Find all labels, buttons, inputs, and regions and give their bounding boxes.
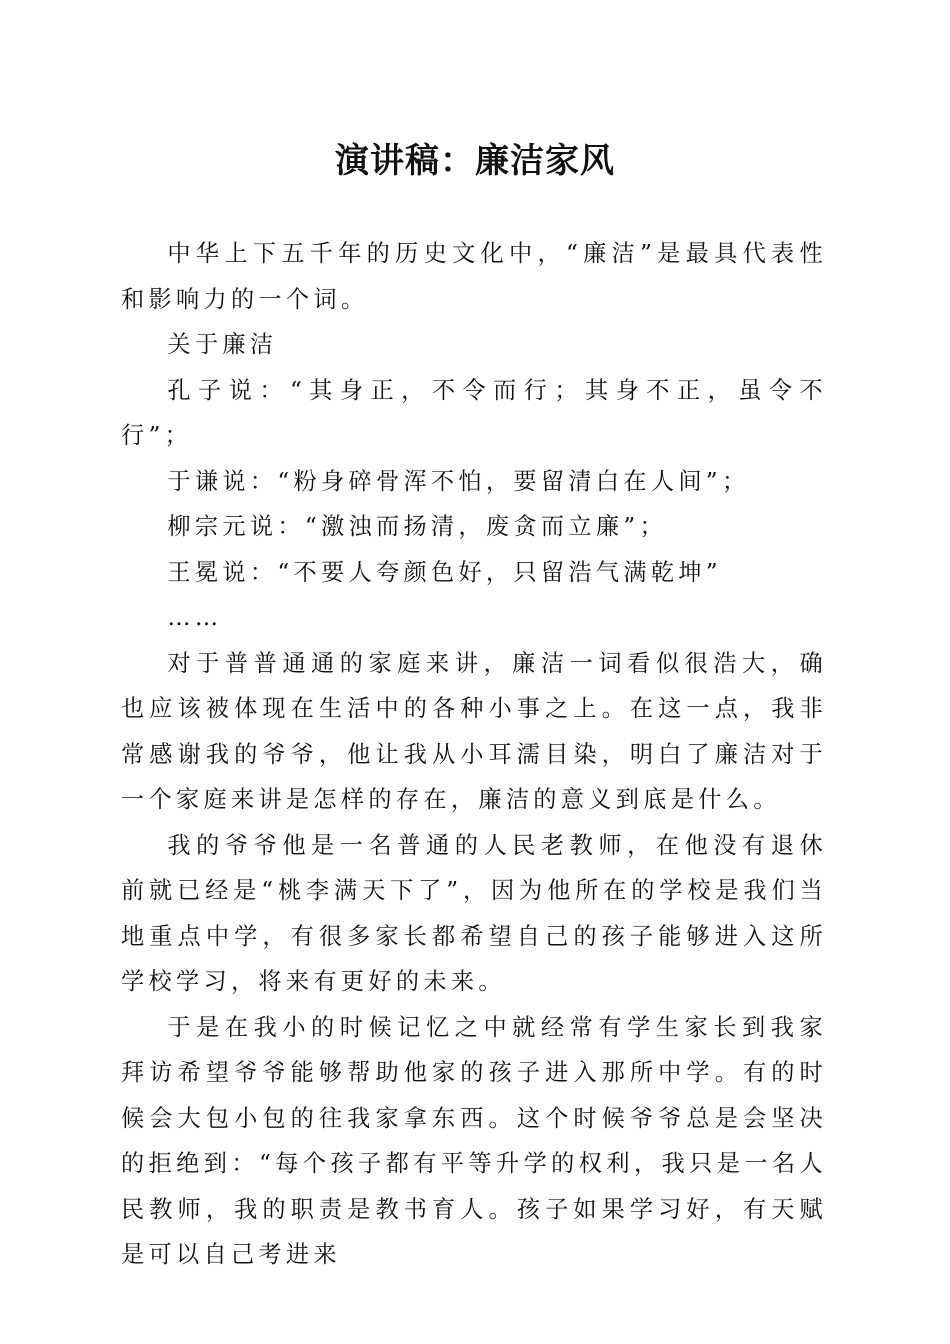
ellipsis: …… xyxy=(167,604,223,631)
paragraph-family: 对于普普通通的家庭来讲，廉洁一词看似很浩大，确也应该被体现在生活中的各种小事之上。在这一点，我非常感谢我的爷爷，他让我从小耳濡目染，明白了廉洁对于一个家庭来讲是怎样的存在，廉洁的意义到底是什么。 xyxy=(121,649,827,813)
document-title: 演讲稿：廉洁家风 xyxy=(335,141,615,181)
paragraph-memory: 于是在我小的时候记忆之中就经常有学生家长到我家拜访希望爷爷能够帮助他家的孩子进入那所中学。有的时候会大包小包的往我家拿东西。这个时候爷爷总是会坚决的拒绝到：“每个孩子都有平等升学的权利，我只是一名人民教师，我的职责是教书育人。孩子如果学习好，有天赋是可以自己考进来 xyxy=(121,1013,827,1268)
quote-liu-zongyuan: 柳宗元说：“激浊而扬清，废贪而立廉”； xyxy=(167,513,667,540)
paragraph-grandfather: 我的爷爷他是一名普通的人民老教师，在他没有退休前就已经是“桃李满天下了”，因为他所在的学校是我们当地重点中学，有很多家长都希望自己的孩子能够进入这所学校学习，将来有更好的未来。 xyxy=(121,831,827,995)
quote-yu-qian: 于谦说：“粉身碎骨浑不怕，要留清白在人间”； xyxy=(167,467,750,495)
paragraph-heading-about: 关于廉洁 xyxy=(167,331,278,358)
quote-wang-mian: 王冕说：“不要人夸颜色好，只留浩气满乾坤” xyxy=(167,558,722,586)
quote-confucius: 孔子说：“其身正，不令而行；其身不正，虽令不行”； xyxy=(121,376,827,449)
document-body xyxy=(121,231,827,1278)
paragraph-intro: 中华上下五千年的历史文化中，“廉洁”是最具代表性和影响力的一个词。 xyxy=(121,240,827,313)
